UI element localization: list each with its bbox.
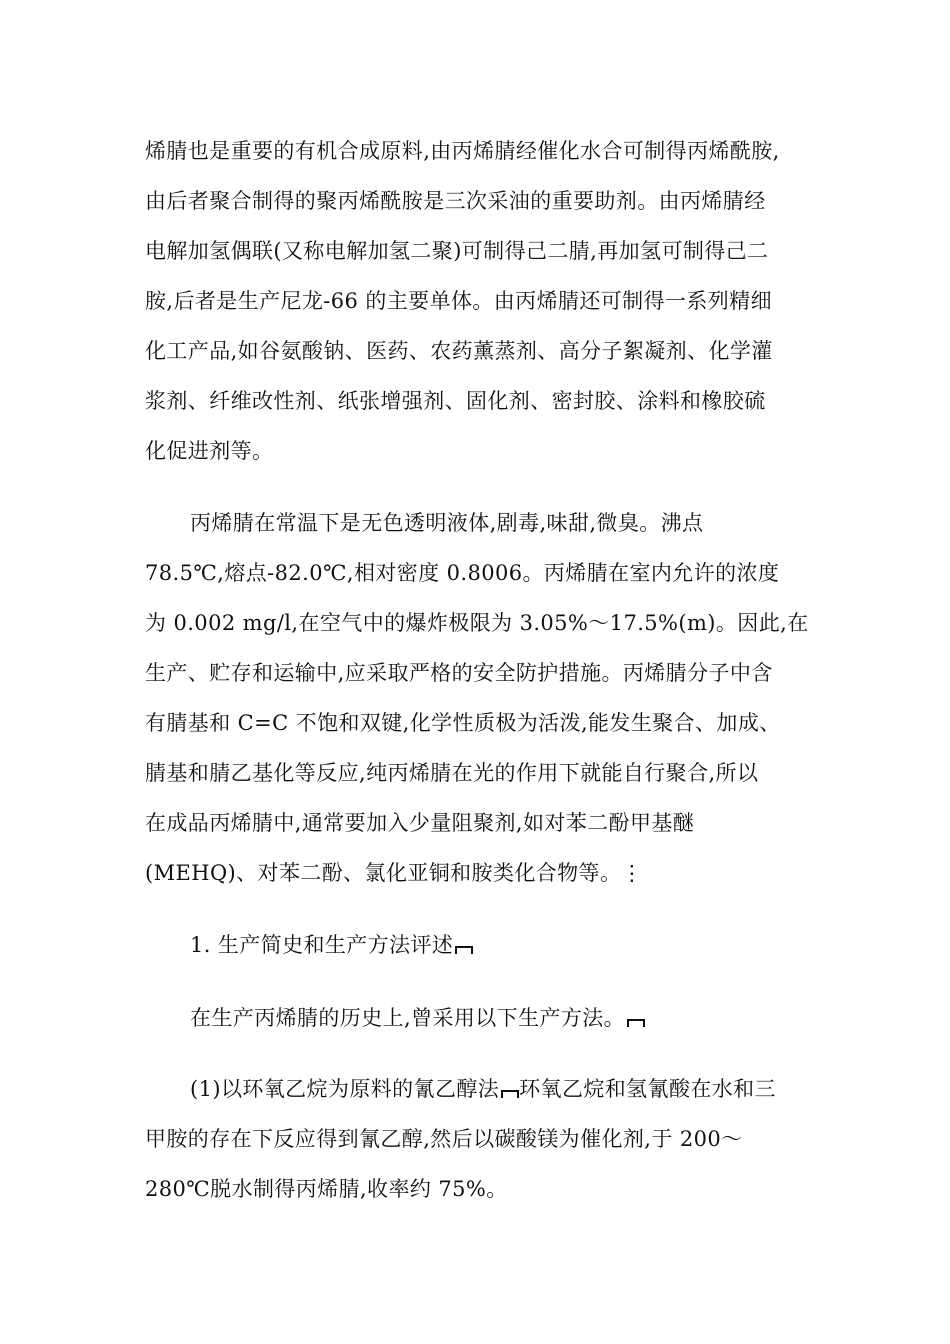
intro-line xyxy=(190,1003,645,1033)
paragraph-1-line-2: 由后者聚合制得的聚丙烯酰胺是三次采油的重要助剂。由丙烯腈经 xyxy=(145,189,766,213)
method-1-line-3: 280℃脱水制得丙烯腈,收率约 75%。 xyxy=(145,1177,508,1201)
paragraph-2-line-2: 78.5℃,熔点-82.0℃,相对密度 0.8006。丙烯腈在室内允许的浓度 xyxy=(145,561,780,585)
paragraph-2-line-8: (MEHQ)、对苯二酚、氯化亚铜和胺类化合物等。⋮ xyxy=(145,861,643,885)
paragraph-1-line-3: 电解加氢偶联(又称电解加氢二聚)可制得己二腈,再加氢可制得己二 xyxy=(145,239,769,263)
method-1-text: 环氧乙烷和氢氰酸在水和三 xyxy=(519,1077,776,1101)
section-heading-text: 1. 生产简史和生产方法评述 xyxy=(190,933,454,957)
method-1-line-1 xyxy=(190,1074,776,1104)
paragraph-2-line-1: 丙烯腈在常温下是无色透明液体,剧毒,味甜,微臭。沸点 xyxy=(190,511,704,535)
method-1-title: (1)以环氧乙烷为原料的氰乙醇法 xyxy=(190,1077,500,1101)
return-mark-icon xyxy=(501,1090,519,1098)
paragraph-2-line-6: 腈基和腈乙基化等反应,纯丙烯腈在光的作用下就能自行聚合,所以 xyxy=(145,761,759,785)
method-1-line-2: 甲胺的存在下反应得到氰乙醇,然后以碳酸镁为催化剂,于 200～ xyxy=(145,1127,743,1151)
section-heading xyxy=(190,930,473,960)
paragraph-2-line-5: 有腈基和 C=C 不饱和双键,化学性质极为活泼,能发生聚合、加成、 xyxy=(145,711,781,735)
paragraph-2-line-7: 在成品丙烯腈中,通常要加入少量阻聚剂,如对苯二酚甲基醚 xyxy=(145,811,695,835)
return-mark-icon xyxy=(455,946,473,954)
paragraph-1-line-4: 胺,后者是生产尼龙-66 的主要单体。由丙烯腈还可制得一系列精细 xyxy=(145,289,772,313)
paragraph-1-line-7: 化促进剂等。 xyxy=(145,439,274,463)
paragraph-2-line-4: 生产、贮存和运输中,应采取严格的安全防护措施。丙烯腈分子中含 xyxy=(145,661,773,685)
return-mark-icon xyxy=(627,1019,645,1027)
intro-text: 在生产丙烯腈的历史上,曾采用以下生产方法。 xyxy=(190,1006,626,1030)
paragraph-2-line-3: 为 0.002 mg/l,在空气中的爆炸极限为 3.05%～17.5%(m)。因此,在 xyxy=(145,611,809,635)
paragraph-1-line-5: 化工产品,如谷氨酸钠、医药、农药薰蒸剂、高分子絮凝剂、化学灌 xyxy=(145,339,773,363)
paragraph-1-line-1: 烯腈也是重要的有机合成原料,由丙烯腈经催化水合可制得丙烯酰胺, xyxy=(145,139,780,163)
paragraph-1-line-6: 浆剂、纤维改性剂、纸张增强剂、固化剂、密封胶、涂料和橡胶硫 xyxy=(145,389,766,413)
